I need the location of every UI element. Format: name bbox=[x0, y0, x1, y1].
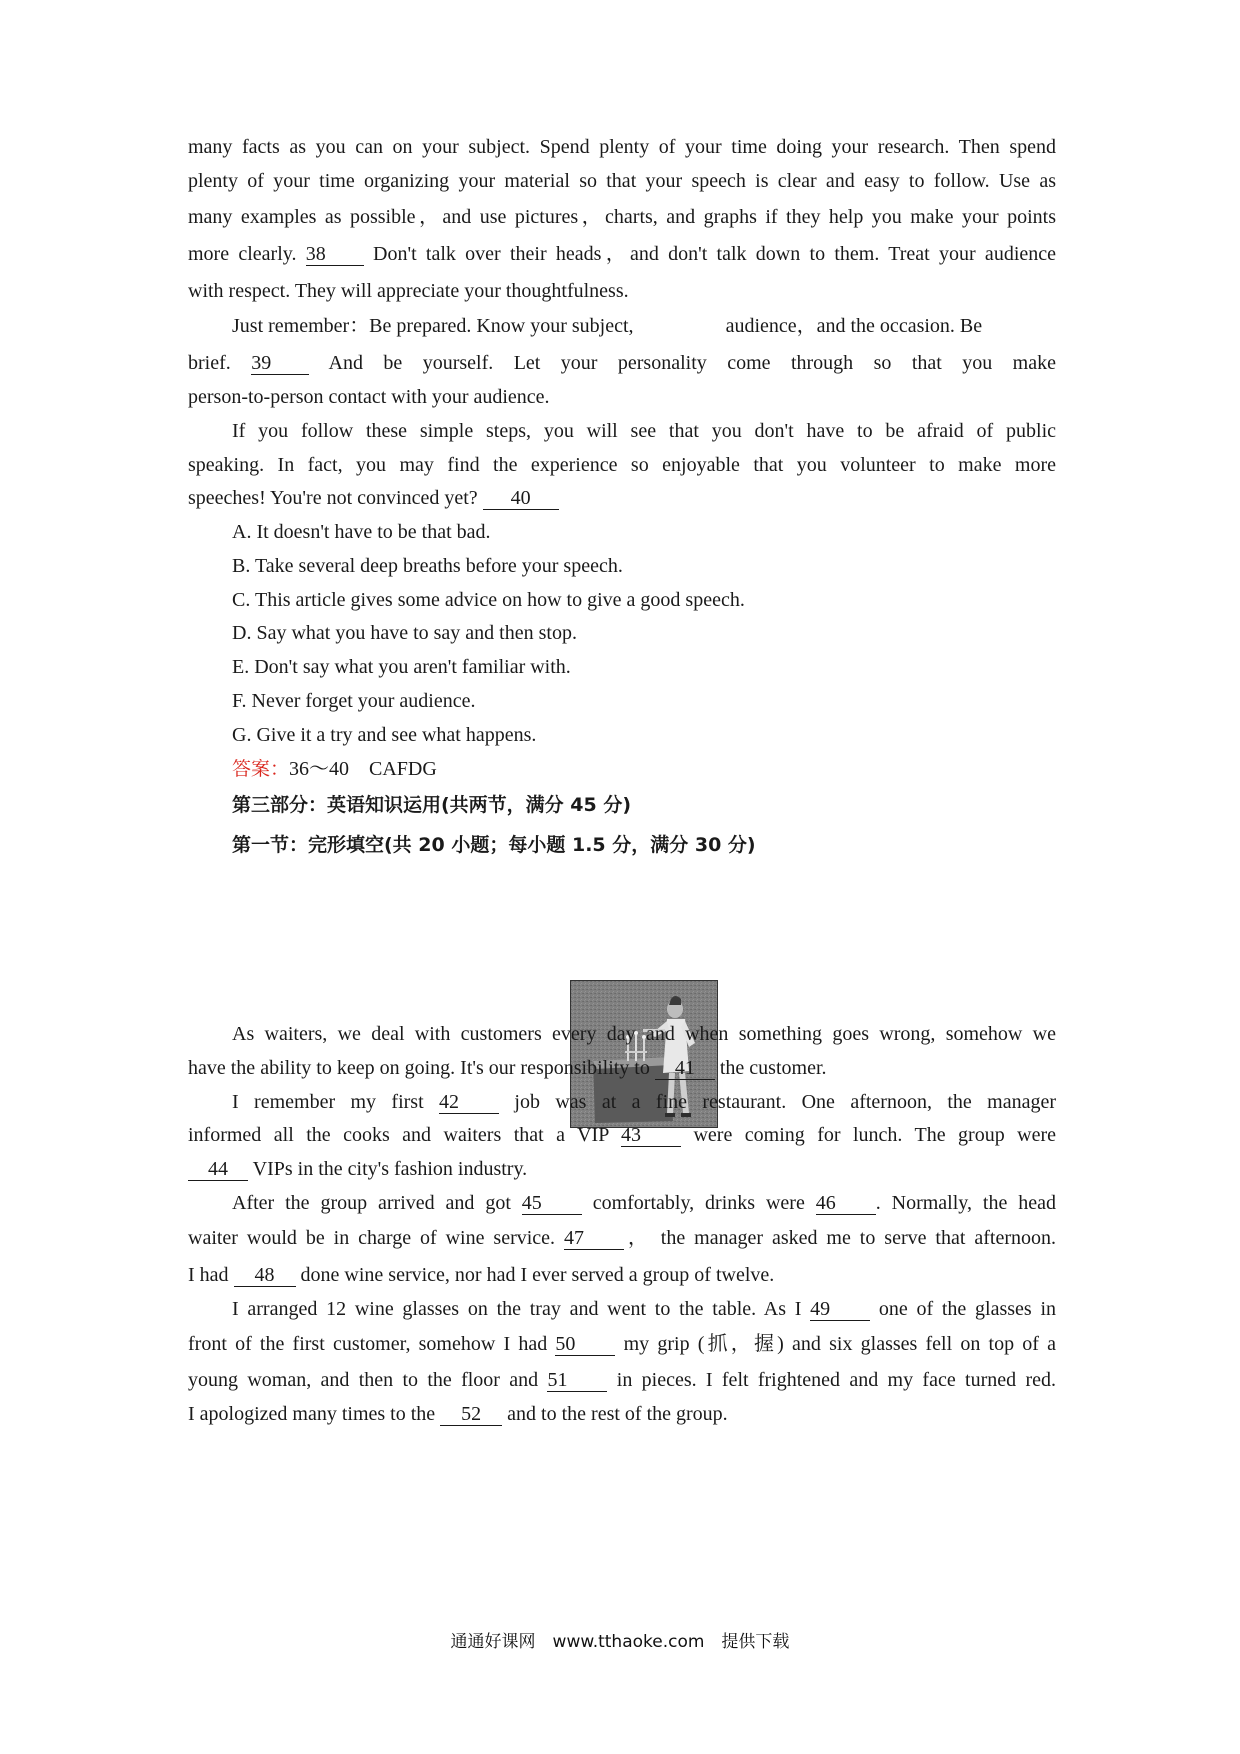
paragraph-line bbox=[188, 1156, 1056, 1182]
blank-47 bbox=[564, 1227, 624, 1250]
paragraph-line bbox=[188, 1122, 1056, 1148]
blank-48 bbox=[234, 1264, 296, 1287]
blank-number: 43 bbox=[621, 1124, 642, 1146]
blank-44 bbox=[188, 1158, 248, 1181]
blank-number: 47 bbox=[564, 1227, 584, 1249]
blank-43 bbox=[621, 1124, 681, 1147]
option-d: D. Say what you have to say and then stop. bbox=[232, 622, 577, 644]
answer-line bbox=[232, 756, 437, 782]
text: ， the manager asked me to serve that afternoon. bbox=[624, 1227, 1056, 1249]
paragraph-line bbox=[188, 1401, 1056, 1427]
paragraph-line bbox=[188, 350, 1056, 376]
blank-39 bbox=[251, 352, 309, 375]
paragraph-line: speaking. In fact, you may find the experience so enjoyable that you volunteer to make more bbox=[188, 454, 1056, 476]
blank-number: 42 bbox=[439, 1091, 460, 1113]
text: . Normally, the head bbox=[875, 1192, 1056, 1214]
paragraph-line bbox=[232, 1089, 1056, 1115]
text: VIPs in the city's fashion industry. bbox=[248, 1158, 528, 1180]
text: and to the rest of the group. bbox=[502, 1403, 728, 1425]
text: I arranged 12 wine glasses on the tray and went to the table. As I bbox=[232, 1298, 811, 1320]
page-footer: 通通好课网 www.tthaoke.com 提供下载 bbox=[450, 1632, 790, 1652]
blank-number: 46 bbox=[815, 1192, 836, 1214]
option-c: C. This article gives some advice on how to give a good speech. bbox=[232, 589, 745, 611]
paragraph-line bbox=[188, 1225, 1056, 1251]
text: one of the glasses in bbox=[870, 1298, 1056, 1320]
blank-41 bbox=[655, 1057, 715, 1080]
paragraph-line bbox=[188, 485, 1056, 511]
paragraph-line bbox=[188, 1367, 1056, 1393]
blank-46 bbox=[816, 1192, 876, 1215]
paragraph-line: many facts as you can on your subject. Spend plenty of your time doing your research. Then spend bbox=[188, 136, 1056, 158]
blank-number: 38 bbox=[305, 243, 326, 265]
paragraph-line bbox=[188, 241, 1056, 267]
blank-number: 51 bbox=[547, 1369, 568, 1391]
text: brief. bbox=[188, 352, 252, 374]
blank-number: 39 bbox=[251, 352, 272, 374]
text: done wine service, nor had I ever served a group of twelve. bbox=[295, 1264, 775, 1286]
paragraph-line bbox=[188, 1262, 1056, 1288]
text: front of the first customer, somehow I had bbox=[188, 1333, 556, 1355]
blank-number: 45 bbox=[521, 1192, 542, 1214]
blank-number: 41 bbox=[674, 1057, 695, 1079]
text: have the ability to keep on going. It's our responsibility to bbox=[188, 1057, 655, 1079]
blank-number: 44 bbox=[208, 1158, 228, 1180]
option-f: F. Never forget your audience. bbox=[232, 690, 476, 712]
paragraph-line: with respect. They will appreciate your thoughtfulness. bbox=[188, 280, 629, 302]
text: were coming for lunch. The group were bbox=[681, 1124, 1056, 1146]
paragraph-line bbox=[188, 1331, 1056, 1357]
blank-45 bbox=[522, 1192, 582, 1215]
text: Just remember：Be prepared. Know your subject, bbox=[232, 315, 634, 337]
text: I had bbox=[188, 1264, 234, 1286]
answer-label: 答案： bbox=[232, 758, 290, 780]
text: the customer. bbox=[714, 1057, 827, 1079]
text: Don't talk over their heads，and don't talk down to them. Treat your audience bbox=[363, 243, 1057, 265]
text: young woman, and then to the floor and bbox=[188, 1369, 548, 1391]
blank-42 bbox=[439, 1091, 499, 1114]
text: I remember my first bbox=[232, 1091, 440, 1113]
blank-number: 52 bbox=[461, 1403, 482, 1425]
option-b: B. Take several deep breaths before your speech. bbox=[232, 555, 623, 577]
paragraph-line: If you follow these simple steps, you will see that you don't have to be afraid of public bbox=[232, 420, 1056, 442]
blank-number: 49 bbox=[810, 1298, 831, 1320]
paragraph-line bbox=[232, 313, 1056, 339]
paragraph-line: plenty of your time organizing your material so that your speech is clear and easy to follow. Use as bbox=[188, 170, 1056, 192]
text: more clearly. bbox=[188, 243, 306, 265]
blank-49 bbox=[810, 1298, 870, 1321]
option-e: E. Don't say what you aren't familiar with. bbox=[232, 656, 571, 678]
blank-52 bbox=[440, 1403, 502, 1426]
text: in pieces. I felt frightened and my face turned red. bbox=[607, 1369, 1056, 1391]
option-a: A. It doesn't have to be that bad. bbox=[232, 521, 491, 543]
text: informed all the cooks and waiters that a VIP bbox=[188, 1124, 622, 1146]
text: audience，and the occasion. Be bbox=[725, 315, 983, 337]
paragraph-line: many examples as possible，and use pictures，charts, and graphs if they help you make your points bbox=[188, 206, 1056, 228]
option-g: G. Give it a try and see what happens. bbox=[232, 724, 537, 746]
paragraph-line: person-to-person contact with your audience. bbox=[188, 386, 550, 408]
blank-number: 40 bbox=[510, 487, 531, 509]
text: waiter would be in charge of wine service. bbox=[188, 1227, 564, 1249]
blank-40 bbox=[483, 487, 559, 510]
text: my grip (抓，握) and six glasses fell on top of a bbox=[615, 1333, 1056, 1355]
paragraph-line bbox=[232, 1296, 1056, 1322]
paragraph-line bbox=[232, 1190, 1056, 1216]
blank-number: 48 bbox=[254, 1264, 275, 1286]
paragraph-line bbox=[188, 1055, 1056, 1081]
blank-51 bbox=[547, 1369, 607, 1392]
text: job was at a fine restaurant. One afternoon, the manager bbox=[499, 1091, 1056, 1113]
blank-number: 50 bbox=[555, 1333, 576, 1355]
text: speeches! You're not convinced yet? bbox=[188, 487, 483, 509]
answer-value: 36～40 CAFDG bbox=[289, 758, 437, 780]
text: I apologized many times to the bbox=[188, 1403, 441, 1425]
blank-50 bbox=[555, 1333, 615, 1356]
paragraph-line: As waiters, we deal with customers every day and when something goes wrong, somehow we bbox=[232, 1023, 1056, 1045]
blank-38 bbox=[306, 243, 364, 266]
subsection-heading: 第一节：完形填空(共 20 小题；每小题 1.5 分，满分 30 分) bbox=[232, 834, 756, 856]
text: And be yourself. Let your personality come through so that you make bbox=[309, 352, 1056, 374]
text: comfortably, drinks were bbox=[581, 1192, 816, 1214]
section-heading: 第三部分：英语知识运用(共两节，满分 45 分) bbox=[232, 794, 632, 816]
text: After the group arrived and got bbox=[232, 1192, 522, 1214]
